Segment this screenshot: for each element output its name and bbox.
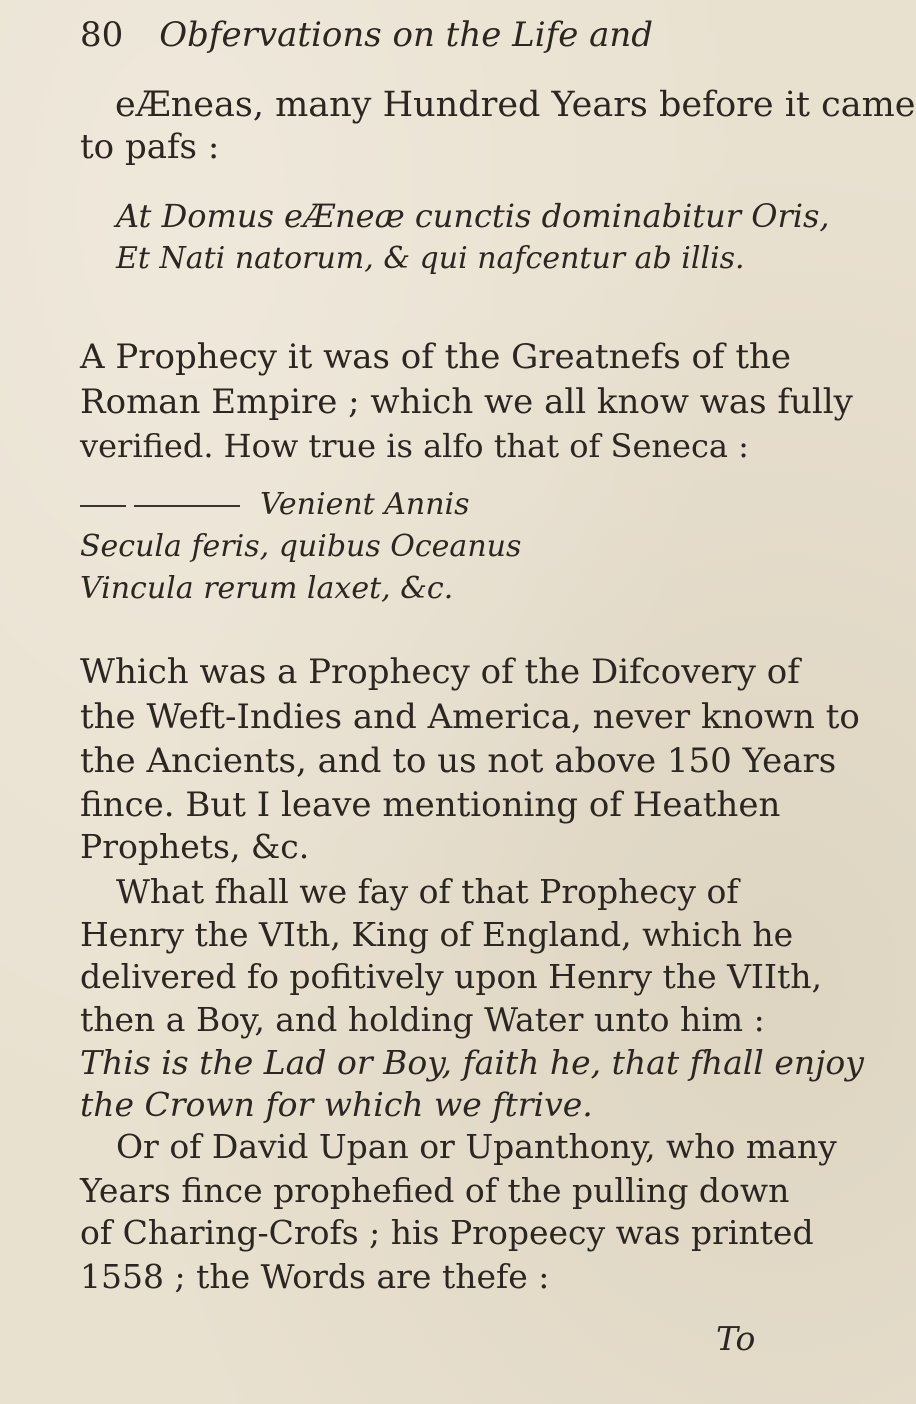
text-line: Henry the VIth, King of England, which he [80, 915, 794, 954]
page-header [80, 15, 654, 55]
text-line: the Weft-Indies and America, never known to [80, 697, 860, 737]
catchword: To [716, 1319, 756, 1358]
text-line: Which was a Prophecy of the Difcovery of [80, 652, 800, 692]
dash-rule [134, 505, 240, 507]
dash-rule [80, 505, 126, 507]
latin-verse-line: Et Nati natorum, & qui nafcentur ab illis. [116, 241, 745, 276]
text-line: 1558 ; the Words are thefe : [80, 1257, 550, 1296]
text-line: Years fince prophefied of the pulling down [80, 1171, 790, 1210]
text-line: What fhall we fay of that Prophecy of [116, 872, 739, 911]
verse-text: Venient Annis [260, 487, 470, 522]
text-line: Roman Empire ; which we all know was fully [80, 382, 853, 422]
running-title: Obfervations on the Life and [159, 15, 654, 55]
text-line: delivered fo pofitively upon Henry the VIIth, [80, 957, 823, 996]
text-line: Prophets, &c. [80, 827, 310, 866]
text-line: the Ancients, and to us not above 150 Years [80, 741, 837, 781]
text-line: This is the Lad or Boy, faith he, that fhall enjoy [80, 1043, 864, 1082]
latin-verse-line [80, 487, 470, 522]
text-line: Or of David Upan or Upanthony, who many [116, 1127, 837, 1166]
text-line: verified. How true is alfo that of Seneca : [80, 427, 749, 465]
latin-verse-line: Secula feris, quibus Oceanus [80, 529, 522, 564]
text-line: fince. But I leave mentioning of Heathen [80, 785, 781, 825]
text-line: the Crown for which we ftrive. [80, 1085, 593, 1124]
latin-verse-line: Vincula rerum laxet, &c. [80, 571, 454, 606]
text-line: to pafs : [80, 127, 220, 167]
text-line: then a Boy, and holding Water unto him : [80, 1000, 765, 1039]
text-line: of Charing-Crofs ; his Propeecy was printed [80, 1213, 814, 1252]
text-line: eÆneas, many Hundred Years before it came [115, 85, 916, 125]
latin-verse-line: At Domus eÆneæ cunctis dominabitur Oris, [116, 197, 830, 235]
page-number: 80 [80, 15, 124, 55]
text-line: A Prophecy it was of the Greatnefs of the [80, 337, 791, 377]
